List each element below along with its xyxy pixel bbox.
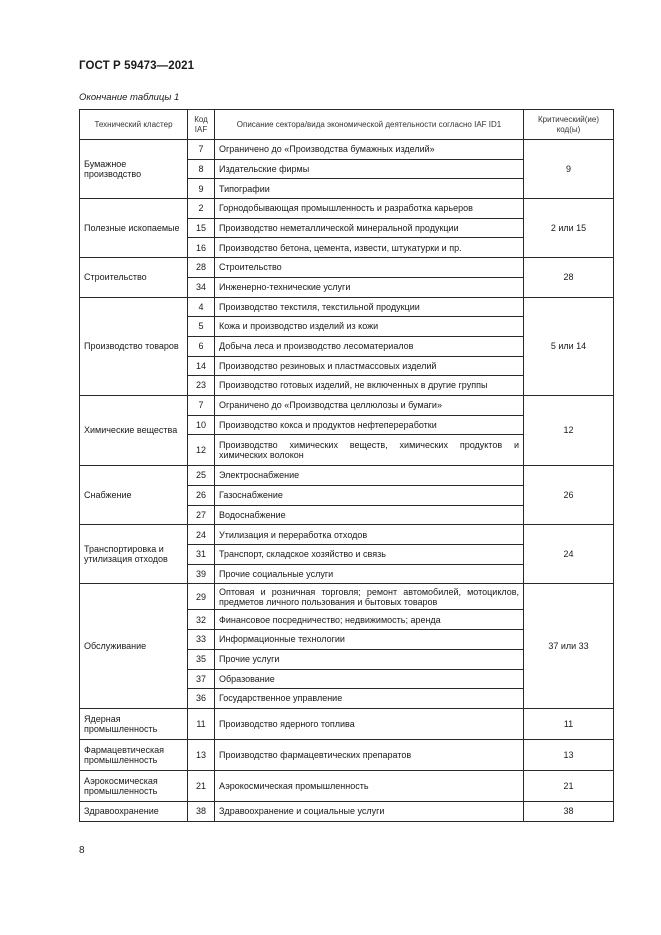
table-caption: Окончание таблицы 1 bbox=[79, 92, 180, 103]
description-cell: Оптовая и розничная торговля; ремонт автомобилей, мотоциклов, предметов личного пользования и бытовых товаров bbox=[215, 584, 524, 610]
description-cell: Горнодобывающая промышленность и разработка карьеров bbox=[215, 199, 524, 219]
document-header: ГОСТ Р 59473—2021 bbox=[79, 60, 195, 72]
table-row bbox=[80, 708, 614, 739]
description-cell: Производство готовых изделий, не включенных в другие группы bbox=[215, 376, 524, 396]
cluster-cell: Бумажное производство bbox=[80, 140, 188, 199]
description-cell: Аэрокосмическая промышленность bbox=[215, 770, 524, 801]
iaf-table bbox=[79, 109, 614, 822]
description-cell: Производство химических веществ, химических продуктов и химических волокон bbox=[215, 435, 524, 466]
column-header-description: Описание сектора/вида экономической деятельности согласно IAF ID1 bbox=[215, 110, 524, 140]
cluster-cell: Обслуживание bbox=[80, 584, 188, 708]
code-cell: 33 bbox=[188, 630, 215, 650]
code-cell: 39 bbox=[188, 564, 215, 584]
description-cell: Типографии bbox=[215, 179, 524, 199]
description-cell: Производство ядерного топлива bbox=[215, 708, 524, 739]
code-cell: 2 bbox=[188, 199, 215, 219]
code-cell: 29 bbox=[188, 584, 215, 610]
code-cell: 26 bbox=[188, 486, 215, 506]
description-cell: Газоснабжение bbox=[215, 486, 524, 506]
description-cell: Инженерно-технические услуги bbox=[215, 277, 524, 297]
code-cell: 11 bbox=[188, 708, 215, 739]
description-cell: Производство бетона, цемента, извести, штукатурки и пр. bbox=[215, 238, 524, 258]
description-cell: Водоснабжение bbox=[215, 505, 524, 525]
code-cell: 7 bbox=[188, 395, 215, 415]
description-cell: Государственное управление bbox=[215, 689, 524, 709]
table-row bbox=[80, 199, 614, 219]
column-header-cluster: Технический кластер bbox=[80, 110, 188, 140]
page-number: 8 bbox=[79, 845, 85, 856]
code-cell: 31 bbox=[188, 545, 215, 565]
critical-code-cell: 11 bbox=[524, 708, 614, 739]
description-cell: Финансовое посредничество; недвижимость; аренда bbox=[215, 610, 524, 630]
cluster-cell: Полезные ископаемые bbox=[80, 199, 188, 258]
description-cell: Ограничено до «Производства бумажных изделий» bbox=[215, 140, 524, 160]
description-cell: Прочие социальные услуги bbox=[215, 564, 524, 584]
description-cell: Образование bbox=[215, 669, 524, 689]
table-row bbox=[80, 525, 614, 545]
code-cell: 36 bbox=[188, 689, 215, 709]
code-cell: 28 bbox=[188, 258, 215, 278]
code-cell: 21 bbox=[188, 770, 215, 801]
code-cell: 9 bbox=[188, 179, 215, 199]
code-cell: 23 bbox=[188, 376, 215, 396]
code-cell: 12 bbox=[188, 435, 215, 466]
code-cell: 13 bbox=[188, 739, 215, 770]
code-cell: 5 bbox=[188, 317, 215, 337]
description-cell: Производство фармацевтических препаратов bbox=[215, 739, 524, 770]
cluster-cell: Фармацевтическая промышленность bbox=[80, 739, 188, 770]
code-cell: 7 bbox=[188, 140, 215, 160]
code-cell: 38 bbox=[188, 801, 215, 821]
table-row bbox=[80, 258, 614, 278]
code-cell: 8 bbox=[188, 159, 215, 179]
critical-code-cell: 21 bbox=[524, 770, 614, 801]
critical-code-cell: 12 bbox=[524, 395, 614, 465]
code-cell: 10 bbox=[188, 415, 215, 435]
description-cell: Издательские фирмы bbox=[215, 159, 524, 179]
cluster-cell: Транспортировка и утилизация отходов bbox=[80, 525, 188, 584]
code-cell: 35 bbox=[188, 649, 215, 669]
cluster-cell: Аэрокосмическая промышленность bbox=[80, 770, 188, 801]
column-header-critical: Критический(ие) код(ы) bbox=[524, 110, 614, 140]
column-header-code: Код IAF bbox=[188, 110, 215, 140]
description-cell: Кожа и производство изделий из кожи bbox=[215, 317, 524, 337]
critical-code-cell: 9 bbox=[524, 140, 614, 199]
description-cell: Утилизация и переработка отходов bbox=[215, 525, 524, 545]
description-cell: Добыча леса и производство лесоматериалов bbox=[215, 336, 524, 356]
code-cell: 37 bbox=[188, 669, 215, 689]
code-cell: 4 bbox=[188, 297, 215, 317]
code-cell: 34 bbox=[188, 277, 215, 297]
description-cell: Прочие услуги bbox=[215, 649, 524, 669]
code-cell: 25 bbox=[188, 466, 215, 486]
critical-code-cell: 26 bbox=[524, 466, 614, 525]
cluster-cell: Строительство bbox=[80, 258, 188, 297]
description-cell: Производство неметаллической минеральной продукции bbox=[215, 218, 524, 238]
description-cell: Производство резиновых и пластмассовых изделий bbox=[215, 356, 524, 376]
table-row bbox=[80, 297, 614, 317]
cluster-cell: Здравоохранение bbox=[80, 801, 188, 821]
cluster-cell: Снабжение bbox=[80, 466, 188, 525]
cluster-cell: Химические вещества bbox=[80, 395, 188, 465]
table-row bbox=[80, 770, 614, 801]
critical-code-cell: 13 bbox=[524, 739, 614, 770]
description-cell: Электроснабжение bbox=[215, 466, 524, 486]
critical-code-cell: 2 или 15 bbox=[524, 199, 614, 258]
code-cell: 24 bbox=[188, 525, 215, 545]
cluster-cell: Ядерная промышленность bbox=[80, 708, 188, 739]
table-row bbox=[80, 801, 614, 821]
code-cell: 15 bbox=[188, 218, 215, 238]
description-cell: Ограничено до «Производства целлюлозы и бумаги» bbox=[215, 395, 524, 415]
description-cell: Здравоохранение и социальные услуги bbox=[215, 801, 524, 821]
code-cell: 6 bbox=[188, 336, 215, 356]
table-row bbox=[80, 466, 614, 486]
code-cell: 32 bbox=[188, 610, 215, 630]
description-cell: Производство текстиля, текстильной продукции bbox=[215, 297, 524, 317]
table-body bbox=[80, 140, 614, 822]
code-cell: 14 bbox=[188, 356, 215, 376]
table-row bbox=[80, 395, 614, 415]
critical-code-cell: 28 bbox=[524, 258, 614, 297]
code-cell: 16 bbox=[188, 238, 215, 258]
table-row bbox=[80, 739, 614, 770]
description-cell: Информационные технологии bbox=[215, 630, 524, 650]
critical-code-cell: 38 bbox=[524, 801, 614, 821]
critical-code-cell: 24 bbox=[524, 525, 614, 584]
critical-code-cell: 5 или 14 bbox=[524, 297, 614, 395]
description-cell: Транспорт, складское хозяйство и связь bbox=[215, 545, 524, 565]
code-cell: 27 bbox=[188, 505, 215, 525]
cluster-cell: Производство товаров bbox=[80, 297, 188, 395]
critical-code-cell: 37 или 33 bbox=[524, 584, 614, 708]
table-header-row bbox=[80, 110, 614, 140]
description-cell: Производство кокса и продуктов нефтепереработки bbox=[215, 415, 524, 435]
table-row bbox=[80, 584, 614, 610]
description-cell: Строительство bbox=[215, 258, 524, 278]
table-row bbox=[80, 140, 614, 160]
